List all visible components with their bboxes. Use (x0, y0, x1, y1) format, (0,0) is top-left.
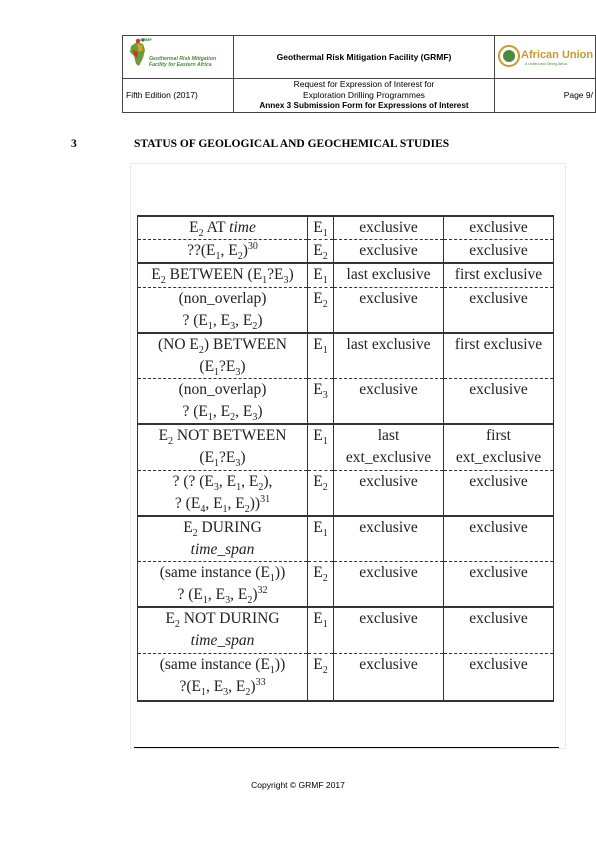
request-description (234, 79, 495, 113)
section-title: STATUS OF GEOLOGICAL AND GEOCHEMICAL STUDIES (134, 138, 450, 150)
page-number: Page 9/ (495, 79, 596, 113)
african-union-logo (495, 36, 595, 76)
table-row: (same instance $(E_1)$) ? ($E_1$, $E_3$, $E_2)^{32}$ $E_2$ exclusive exclusive (138, 562, 554, 608)
svg-text:Facility for Eastern Africa: Facility for Eastern Africa (149, 62, 212, 68)
au-logo-cell (495, 36, 596, 79)
table-row: (non_overlap) ? ($E_1$, $E_3$, $E_2$) $E_2$ exclusive exclusive (138, 287, 554, 333)
grmf-logo-top-text: GRMF (140, 37, 152, 42)
table-row: $??(E_1$, $E_2)^{30}$ $E_2$ exclusive exclusive (138, 240, 554, 264)
request-line-1: Request for Expression of Interest for (293, 79, 435, 89)
table-row: $E_2$ NOT BETWEEN $(E_1?E_3)$ $E_1$ last ext_exclusive first ext_exclusive (138, 424, 554, 470)
figure-table-image (137, 215, 554, 702)
document-header (122, 35, 596, 113)
table-row: ? (? ($E_3$, $E_1$, $E_2$), ? ($E_4$, $E_1$, $E_2))^{31}$ $E_2$ exclusive exclusive (138, 470, 554, 516)
table-row: (same instance $(E_1)$) $?(E_1$, $E_3$, $E_2)^{33}$ $E_2$ exclusive exclusive (138, 653, 554, 701)
footer-divider (134, 747, 559, 748)
table-row: $E_2$ DURING time_span $E_1$ exclusive exclusive (138, 516, 554, 562)
grmf-logo (123, 36, 233, 76)
request-line-2: Exploration Drilling Programmes (303, 89, 425, 100)
table-row: $E_2$ NOT DURING time_span $E_1$ exclusive exclusive (138, 607, 554, 653)
table-row: $E_2$ AT time $E_1$ exclusive exclusive (138, 216, 554, 240)
au-logo-name: African Union (521, 49, 594, 61)
section-number: 3 (71, 138, 77, 150)
request-line-3: Annex 3 Submission Form for Expressions of Interest (259, 101, 469, 110)
edition-label: Fifth Edition (2017) (123, 79, 234, 113)
grmf-logo-cell (123, 36, 234, 79)
au-logo-tagline: A United and Strong Africa (525, 62, 568, 66)
table-row: $E_2$ BETWEEN $(E_1?E_3)$ $E_1$ last exclusive first exclusive (138, 263, 554, 287)
table-row: (non_overlap) ? ($E_1$, $E_2$, $E_3$) $E_3$ exclusive exclusive (138, 379, 554, 425)
table-row: (NO $E_2$) BETWEEN $(E_1?E_3)$ $E_1$ last exclusive first exclusive (138, 333, 554, 379)
document-title: Geothermal Risk Mitigation Facility (GRMF) (234, 36, 495, 79)
svg-text:Geothermal Risk Mitigation: Geothermal Risk Mitigation (149, 56, 217, 62)
copyright: Copyright © GRMF 2017 (251, 780, 345, 790)
